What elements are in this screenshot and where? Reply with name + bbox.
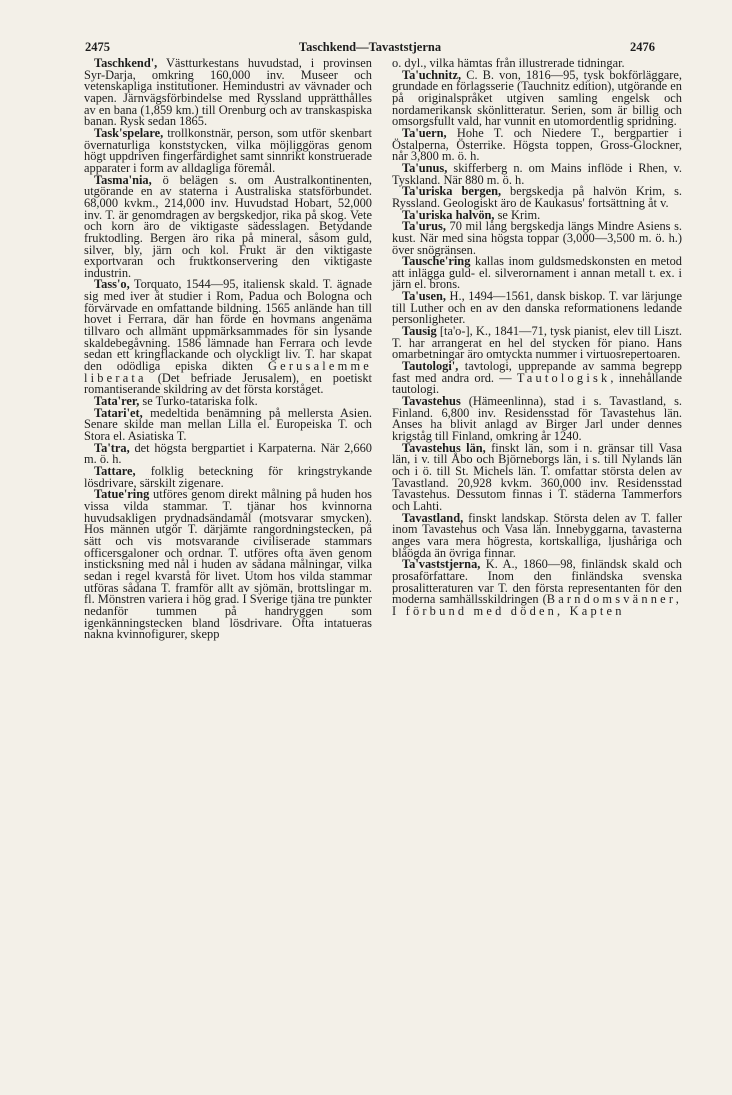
entry-text: finskt landskap. Största delen av T. faller inom Tavastehus och Vasa län. Innebyggarna, tavasterna anges vara mera högresta, kortskalliga, ljushåriga och blåögda än övriga finnar. [392,510,682,560]
entry-headword: Ta'uriska halvön, [402,207,495,222]
dictionary-entry [392,160,682,187]
dictionary-entry [392,291,682,326]
entry-headword: Tattare, [94,463,136,478]
dictionary-entry [84,463,372,490]
entry-headword: Ta'tra, [94,440,130,455]
entry-spaced-text: Tautologisk [516,370,611,385]
entry-headword: Tausche'ring [402,254,471,269]
entry-text: se Turko-tatariska folk. [139,394,258,409]
dictionary-entry [392,326,682,361]
dictionary-entry [84,125,372,175]
dictionary-entry [392,361,682,396]
left-column [84,58,372,641]
entry-headword: Ta'uriska bergen, [402,184,502,199]
entry-text-continued: (Det befriade Jerusalem), en poetiskt romantiserande skildring av det första korståget. [84,370,372,397]
entry-headword: Tautologi', [402,359,459,374]
entry-text: bergskedja på halvön Krim, s. Ryssland. Geologiskt äro de Kaukasus' fortsättning åt v. [392,184,682,210]
entry-spaced-text: Gerusalemme liberata [84,359,372,385]
dictionary-entry [392,221,682,256]
page-number-left: 2475 [85,40,110,54]
entry-headword: Ta'unus, [402,160,448,175]
running-title: Taschkend—Tavaststjerna [298,40,442,54]
dictionary-entry [392,559,682,617]
dictionary-entry [84,440,372,467]
entry-text: finskt län, som i n. gränsar till Vasa län, i v. till Åbo och Björneborgs län, i s. till Nylands län och i ö. till St. Michels län. T. omfattar största delen av Tavastland. 20,928 kvkm. 360,000 inv. Residensstad Tavastehus. Dessutom finnas i T. städerna Tammerfors och Lahti. [392,440,682,513]
entry-headword: Ta'urus, [402,219,446,234]
dictionary-entry [84,172,372,280]
dictionary-entry [392,125,682,164]
entry-text: o. dyl., vilka hämtas från illustrerade tidningar. [392,56,625,70]
dictionary-entry [392,396,682,443]
entry-text-continued: , innehållande tautologi. [392,370,683,397]
entry-text: Hohe T. och Niedere T., bergpartier i Östalperna, Österrike. Högsta toppen, Gross-Glockner, når 3,800 m. ö. h. [392,125,682,164]
page-number-right: 2476 [630,40,655,54]
entry-text: C. B. von, 1816—95, tysk bokförläggare, grundade en förlagsserie (Tauchnitz edition), utgörande en på originalspråket utgiven samling engelsk och nordamerikansk skönlitteratur. Serien, som är billig och omsorgsfullt vald, har vunnit en utomordentlig spridning. [392,67,682,129]
entry-headword: Tatari'et, [94,405,143,420]
entry-text: [ta'o-], K., 1841—71, tysk pianist, elev till Liszt. T. har arrangerat en hel del stycken för piano. Hans omarbetningar äro omtyckta nummer i virtuosrepertoaren. [392,324,682,362]
entry-headword: Tavastehus län, [402,440,486,455]
entry-headword: Tasma'nia, [94,172,152,187]
entry-headword: Tass'o, [94,277,130,292]
entry-text: skifferberg n. om Mains inflöde i Rhen, v. Tyskland. När 880 m. ö. h. [392,160,682,187]
entry-text: K. A., 1860—98, finländsk skald och prosaförfattare. Inom den finländska svenska prosalitteraturen var T. den första representanten för den moderna samhällsskildringen ( [392,557,682,607]
entry-text: se Krim. [494,207,541,222]
entry-text: (Hämeenlinna), stad i s. Tavastland, s. Finland. 6,800 inv. Residensstad för Tavastehus län. Anses ha blivit anlagd av Birger Jarl under dennes krigståg till Finland, omkring år 1240. [392,394,682,443]
dictionary-entry [84,489,372,641]
entry-headword: Tatue'ring [94,487,150,502]
entry-text: det högsta bergpartiet i Karpaterna. När 2,660 m. ö. h. [84,440,372,467]
entry-text: trollkonstnär, person, som utför skenbart övernaturliga konststycken, vilka möjliggöras genom högt uppdriven fingerfärdighet samt sinnrikt konstruerade apparater i form av alldagliga föremål. [84,125,372,175]
entry-text: folklig beteckning för kringstrykande lösdrivare, särskilt zigenare. [84,463,372,490]
entry-text: utföres genom direkt målning på huden hos vissa vilda stammar. T. tjänar hos kvinnorna huvudsakligen prydnadsändamål (motsvarar smycken). Hos männen utgör T. därjämte rangordningstecken, på sätt och vis motsvarande civiliserade stammars officersgaloner och ordnar. T. utföres ofta även genom insticksning med nål i huden av sådana målningar, vilka sedan i regel kvarstå för livet. Utom hos vilda stammar utföras sådana T. framför allt av sjömän, brottslingar m. fl. Mönstren variera i hög grad. I Sverige tjäna tre punkter nedanför tummen på handryggen som igenkänningstecken bland lösdrivare. Ofta intatueras nakna kvinnofigurer, skepp [84,487,372,642]
entry-headword: Tausig [402,324,437,339]
dictionary-entry [84,279,372,396]
entry-text: Västturkestans huvudstad, i provinsen Syr-Darja, omkring 160,000 inv. Museer och vetenskapliga institutioner. Hemindustri av vävnader och vapen. Järnvägsförbindelse med Ryssland upprätthålles av en bana (1,859 km.) till Orenburg och av transkaspiska banan. Rysk sedan 1865. [84,56,372,129]
entry-headword: Tavastland, [402,510,464,525]
entry-text: medeltida benämning på mellersta Asien. Senare skilde man mellan Lilla el. Europeiska T. och Stora el. Asiatiska T. [84,405,372,443]
right-column [392,58,682,618]
page-header [85,40,655,56]
entry-headword: Ta'vaststjerna, [402,557,481,572]
dictionary-entry [392,256,682,291]
dictionary-entry [392,510,682,560]
entry-spaced-text: Barndomsvänner, I förbund med döden, Kapten [392,592,682,618]
entry-headword: Taschkend', [94,56,158,70]
entry-headword: Ta'uchnitz, [402,67,462,82]
dictionary-entry [392,67,682,129]
entry-headword: Tavastehus [402,394,461,409]
entry-headword: Ta'usen, [402,289,446,304]
dictionary-entry [392,440,682,513]
entry-headword: Tata'rer, [94,394,140,409]
dictionary-entry [84,405,372,443]
entry-text: 70 mil lång bergskedja längs Mindre Asiens s. kust. När med sina högsta toppar (3,000—3,500 m. ö. h.) över snögränsen. [392,219,682,257]
entry-text: tavtologi, upprepande av samma begrepp fast med andra ord. — [392,359,682,385]
entry-text: ö belägen s. om Australkontinenten, utgörande en av staterna i Australiska statsförbundet. 68,000 kvkm., 214,000 inv. Huvudstad Hobart, 52,000 inv. T. är genomdragen av bergskedjor, rika på skog. Vete och korn äro de viktigaste sädesslagen. Betydande fruktodling. Bergen äro rika på mineral, såsom guld, silver, bly, järn och kol. Frukt är den viktigaste exportvaran och fruktkonservering den viktigaste industrin. [84,172,372,280]
dictionary-entry [84,58,372,128]
entry-text: H., 1494—1561, dansk biskop. T. var lärjunge till Luther och en av den danska reformationens ledande personligheter. [392,289,682,327]
entry-text: Torquato, 1544—95, italiensk skald. T. ägnade sig med iver åt studier i Rom, Padua och Bologna och förvärvade en omfattande bildning. 1565 anlände han till hovet i Ferrara, där han förde en hovmans angenäma tillvaro och allmänt uppmärksammades för sin lysande skaldebegåvning. 1586 lämnade han Ferrara och levde sedan ett kringflackande och olyckligt liv. T. har skapat den odödliga episka dikten [84,277,372,374]
entry-headword: Ta'uern, [402,125,447,140]
dictionary-entry [392,186,682,209]
entry-headword: Task'spelare, [94,125,164,140]
entry-text: kallas inom guldsmedskonsten en metod att inlägga guld- el. silverornament i annan metall t. ex. i järn el. brons. [392,254,682,292]
